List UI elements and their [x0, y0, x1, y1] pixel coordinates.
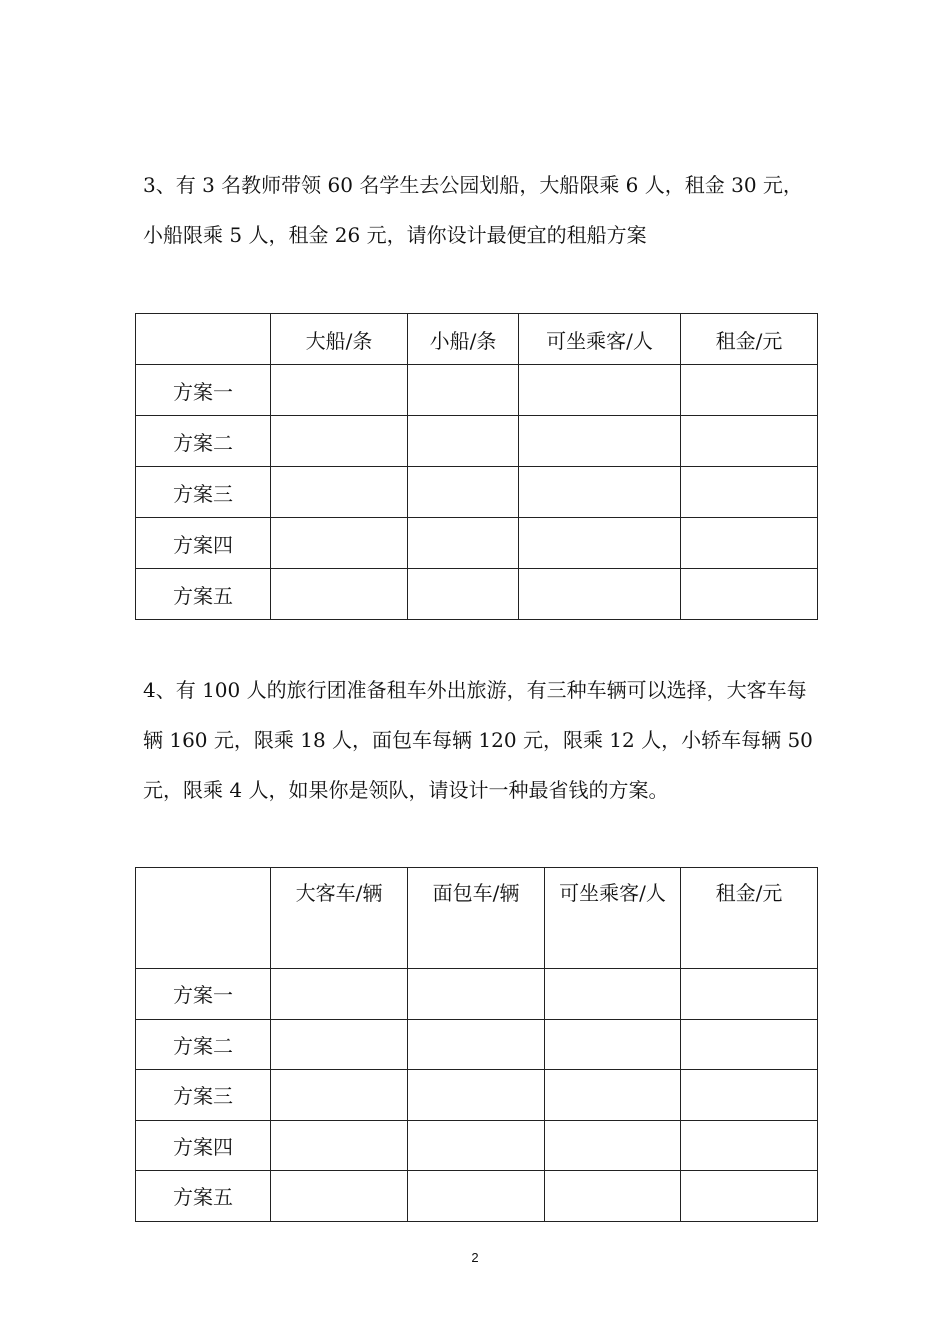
- row-label: 方案三: [136, 1070, 271, 1121]
- answer-cell[interactable]: [681, 1019, 818, 1070]
- answer-cell[interactable]: [545, 969, 681, 1020]
- answer-cell[interactable]: [681, 969, 818, 1020]
- table-header-row: [136, 314, 818, 365]
- answer-cell[interactable]: [681, 1120, 818, 1171]
- answer-cell[interactable]: [519, 365, 681, 416]
- answer-cell[interactable]: [545, 1120, 681, 1171]
- header-cell-passengers: 可坐乘客/人: [519, 314, 681, 365]
- header-cell-empty: [136, 314, 271, 365]
- row-label: 方案一: [136, 969, 271, 1020]
- table-row: [136, 969, 818, 1020]
- answer-cell[interactable]: [681, 467, 818, 518]
- header-cell-coach: 大客车/辆: [271, 868, 408, 969]
- header-cell-rent: 租金/元: [681, 868, 818, 969]
- answer-cell[interactable]: [271, 467, 408, 518]
- question-4-table: [135, 867, 818, 1222]
- answer-cell[interactable]: [408, 416, 519, 467]
- header-cell-empty: [136, 868, 271, 969]
- answer-cell[interactable]: [271, 1171, 408, 1222]
- question-4-text: 4、有 100 人的旅行团准备租车外出旅游，有三种车辆可以选择，大客车每辆 160 元，限乘 18 人，面包车每辆 120 元，限乘 12 人，小轿车每辆 50 元，限乘 4 人，如果你是领队，请设计一种最省钱的方案。: [143, 678, 813, 802]
- answer-cell[interactable]: [681, 365, 818, 416]
- answer-cell[interactable]: [408, 1171, 545, 1222]
- table-row: [136, 1120, 818, 1171]
- answer-cell[interactable]: [681, 1171, 818, 1222]
- answer-cell[interactable]: [271, 416, 408, 467]
- answer-cell[interactable]: [408, 1019, 545, 1070]
- answer-cell[interactable]: [519, 467, 681, 518]
- header-cell-rent: 租金/元: [681, 314, 818, 365]
- answer-cell[interactable]: [519, 416, 681, 467]
- table-row: [136, 518, 818, 569]
- table-row: [136, 416, 818, 467]
- page-number: 2: [471, 1250, 479, 1265]
- answer-cell[interactable]: [408, 467, 519, 518]
- row-label: 方案三: [136, 467, 271, 518]
- row-label: 方案二: [136, 1019, 271, 1070]
- answer-cell[interactable]: [271, 1019, 408, 1070]
- answer-cell[interactable]: [408, 518, 519, 569]
- table-header-row: [136, 868, 818, 969]
- answer-cell[interactable]: [271, 969, 408, 1020]
- answer-cell[interactable]: [681, 569, 818, 620]
- header-cell-minibus: 面包车/辆: [408, 868, 545, 969]
- row-label: 方案五: [136, 569, 271, 620]
- answer-cell[interactable]: [271, 365, 408, 416]
- header-cell-passengers: 可坐乘客/人: [545, 868, 681, 969]
- row-label: 方案二: [136, 416, 271, 467]
- row-label: 方案一: [136, 365, 271, 416]
- answer-cell[interactable]: [271, 1070, 408, 1121]
- answer-cell[interactable]: [545, 1070, 681, 1121]
- answer-cell[interactable]: [408, 569, 519, 620]
- table-row: [136, 1070, 818, 1121]
- table-row: [136, 1019, 818, 1070]
- answer-cell[interactable]: [519, 569, 681, 620]
- question-3-text: 3、有 3 名教师带领 60 名学生去公园划船，大船限乘 6 人，租金 30 元，小船限乘 5 人，租金 26 元，请你设计最便宜的租船方案: [143, 173, 803, 247]
- table-row: [136, 365, 818, 416]
- answer-cell[interactable]: [681, 416, 818, 467]
- answer-cell[interactable]: [681, 1070, 818, 1121]
- answer-cell[interactable]: [545, 1019, 681, 1070]
- answer-cell[interactable]: [408, 1120, 545, 1171]
- answer-cell[interactable]: [408, 969, 545, 1020]
- header-cell-small-boat: 小船/条: [408, 314, 519, 365]
- row-label: 方案四: [136, 1120, 271, 1171]
- answer-cell[interactable]: [408, 365, 519, 416]
- row-label: 方案四: [136, 518, 271, 569]
- table-row: [136, 467, 818, 518]
- answer-cell[interactable]: [408, 1070, 545, 1121]
- answer-cell[interactable]: [271, 518, 408, 569]
- row-label: 方案五: [136, 1171, 271, 1222]
- header-cell-big-boat: 大船/条: [271, 314, 408, 365]
- question-3-table: [135, 313, 818, 620]
- answer-cell[interactable]: [681, 518, 818, 569]
- answer-cell[interactable]: [271, 1120, 408, 1171]
- table-row: [136, 569, 818, 620]
- answer-cell[interactable]: [271, 569, 408, 620]
- answer-cell[interactable]: [519, 518, 681, 569]
- table-row: [136, 1171, 818, 1222]
- answer-cell[interactable]: [545, 1171, 681, 1222]
